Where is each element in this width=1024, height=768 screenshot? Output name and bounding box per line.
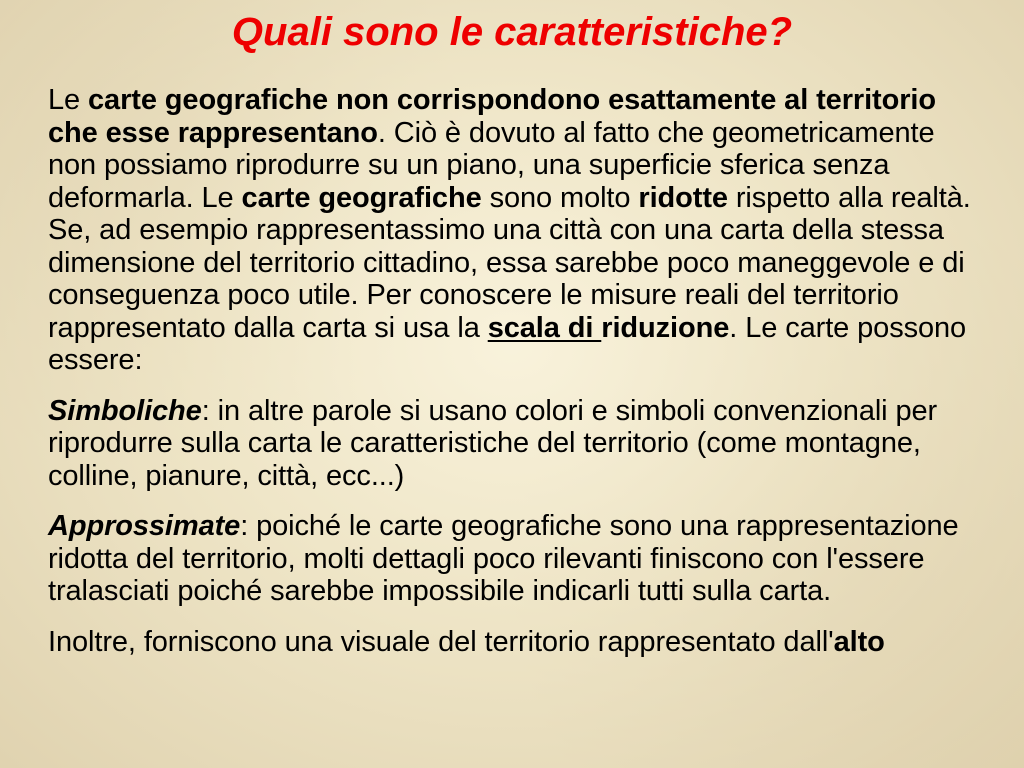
slide-title: Quali sono le caratteristiche? (231, 10, 793, 54)
simboliche-term: Simboliche (48, 394, 202, 427)
intro-text-5: . Le carte possono essere: (48, 311, 967, 376)
intro-bold-underlined: scala di (487, 311, 602, 344)
intro-text-3: sono molto (481, 181, 639, 214)
approssimate-text: : poiché le carte geografiche sono una rappresentazione ridotta del territorio, molti dettagli poco rilevanti finiscono con l'essere tralasciati poiché sarebbe impossibile indicarli tutti sulla carta. (48, 510, 959, 607)
inoltre-bold: alto (833, 625, 885, 658)
intro-bold-3: ridotte (638, 181, 728, 214)
approssimate-term: Approssimate (48, 510, 241, 542)
intro-text-1: Le (48, 84, 89, 116)
intro-text-4: rispetto alla realtà. Se, ad esempio rappresentassimo una città con una carta della stessa dimensione del territorio cittadino, essa sarebbe poco maneggevole e di conseguenza poco utile. Per conoscere le misure reali del territorio rappresentato dalla carta si usa la (48, 181, 971, 344)
simboliche-paragraph (48, 395, 988, 493)
approssimate-paragraph (48, 510, 988, 608)
intro-paragraph (48, 84, 988, 377)
intro-bold-2: carte geografiche (241, 181, 482, 214)
intro-bold-5: riduzione (601, 311, 730, 344)
simboliche-text: : in altre parole si usano colori e simboli convenzionali per riprodurre sulla carta le caratteristiche del territorio (come montagne, colline, pianure, città, ecc...) (48, 394, 938, 492)
intro-text-2: . Ciò è dovuto al fatto che geometricamente non possiamo riprodurre su un piano, una superficie sferica senza deformarla. Le (48, 116, 935, 214)
inoltre-paragraph (48, 626, 988, 659)
slide-body (48, 84, 988, 658)
inoltre-text: Inoltre, forniscono una visuale del territorio rappresentato dall' (48, 625, 834, 658)
intro-bold-1: carte geografiche non corrispondono esattamente al territorio che esse rappresentano (48, 84, 936, 149)
